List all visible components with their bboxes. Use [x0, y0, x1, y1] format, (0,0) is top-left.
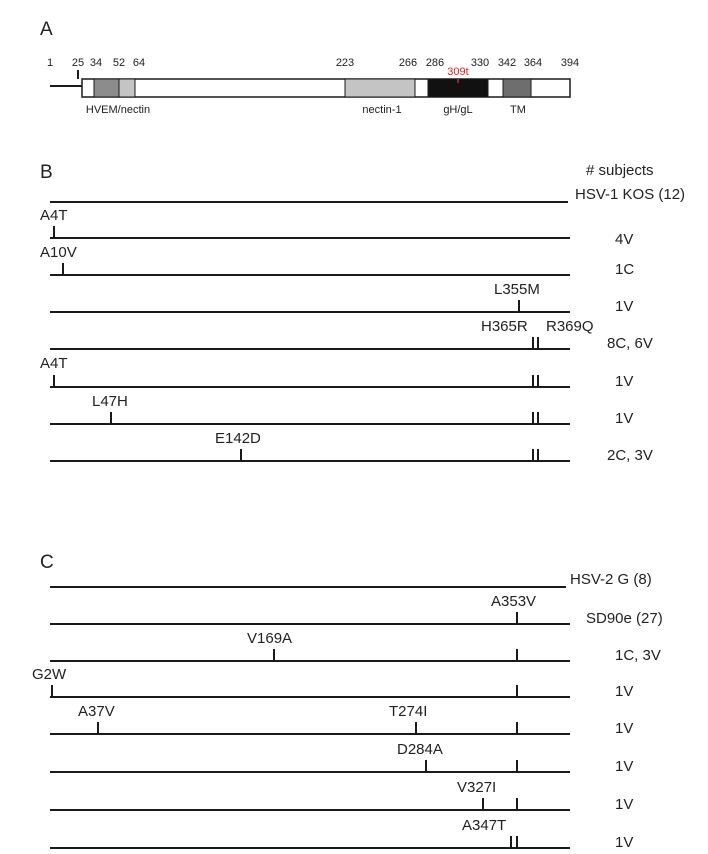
mutation-label: R369Q: [546, 318, 594, 335]
position-label-64: 64: [132, 57, 146, 69]
mutation-label: V169A: [247, 630, 293, 647]
panel-a-letter: A: [40, 19, 53, 40]
mutation-label: D284A: [397, 741, 443, 758]
highlight-label-309t: 309t: [447, 66, 469, 78]
position-label-286: 286: [425, 57, 445, 69]
protein-body: [82, 79, 570, 97]
panel-c-letter: C: [40, 552, 54, 573]
row-label: 1V: [615, 373, 634, 390]
panel-c: [32, 552, 663, 851]
mutation-label: E142D: [215, 430, 261, 447]
mutation-label: V327I: [457, 779, 497, 796]
mutation-label: A4T: [40, 355, 68, 372]
domain-tm: [503, 79, 531, 97]
mutation-label: A10V: [40, 244, 77, 261]
position-label-223: 223: [335, 57, 355, 69]
position-label-34: 34: [89, 57, 103, 69]
row-label: 2C, 3V: [607, 447, 653, 464]
mutation-label: L47H: [92, 393, 128, 410]
subjects-header: # subjects: [586, 162, 654, 179]
row-label: 1V: [615, 758, 634, 775]
row-label: 1V: [615, 720, 634, 737]
row-label: 4V: [615, 231, 634, 248]
row-label: 8C, 6V: [607, 335, 653, 352]
row-label: 1C, 3V: [615, 647, 661, 664]
panel-b: [40, 162, 685, 464]
domain-label-tm: TM: [510, 104, 526, 116]
position-label-330: 330: [470, 57, 490, 69]
mutation-label: L355M: [494, 281, 540, 298]
mutation-label: T274I: [389, 703, 428, 720]
mutation-label: A353V: [491, 593, 537, 610]
row-label: 1C: [615, 261, 635, 278]
position-label-52: 52: [112, 57, 126, 69]
row-label: 1V: [615, 834, 634, 851]
domain-hvem-nectin-dark: [94, 79, 119, 97]
mutation-label: G2W: [32, 666, 67, 683]
position-label-1: 1: [46, 57, 54, 69]
domain-hvem-nectin-light: [119, 79, 135, 97]
position-label-25: 25: [71, 57, 85, 69]
row-label: HSV-1 KOS (12): [575, 186, 686, 203]
mutation-label: A37V: [78, 703, 115, 720]
row-label: 1V: [615, 298, 634, 315]
domain-label-hvem-nectin: HVEM/nectin: [85, 104, 151, 116]
row-label: SD90e (27): [586, 610, 663, 627]
domain-nectin-1: [345, 79, 415, 97]
position-label-266: 266: [398, 57, 418, 69]
row-label: 1V: [615, 796, 634, 813]
panel-b-letter: B: [40, 162, 53, 183]
row-label: HSV-2 G (8): [570, 571, 652, 588]
domain-label-gh-gl: gH/gL: [443, 104, 473, 116]
position-label-342: 342: [497, 57, 517, 69]
row-label: 1V: [615, 410, 634, 427]
mutation-label: A4T: [40, 207, 68, 224]
position-label-394: 394: [560, 57, 580, 69]
panel-a: [40, 19, 579, 116]
domain-label-nectin-1: nectin-1: [362, 104, 402, 116]
mutation-label: H365R: [481, 318, 528, 335]
mutation-label: A347T: [462, 817, 507, 834]
row-label: 1V: [615, 683, 634, 700]
position-label-364: 364: [523, 57, 543, 69]
